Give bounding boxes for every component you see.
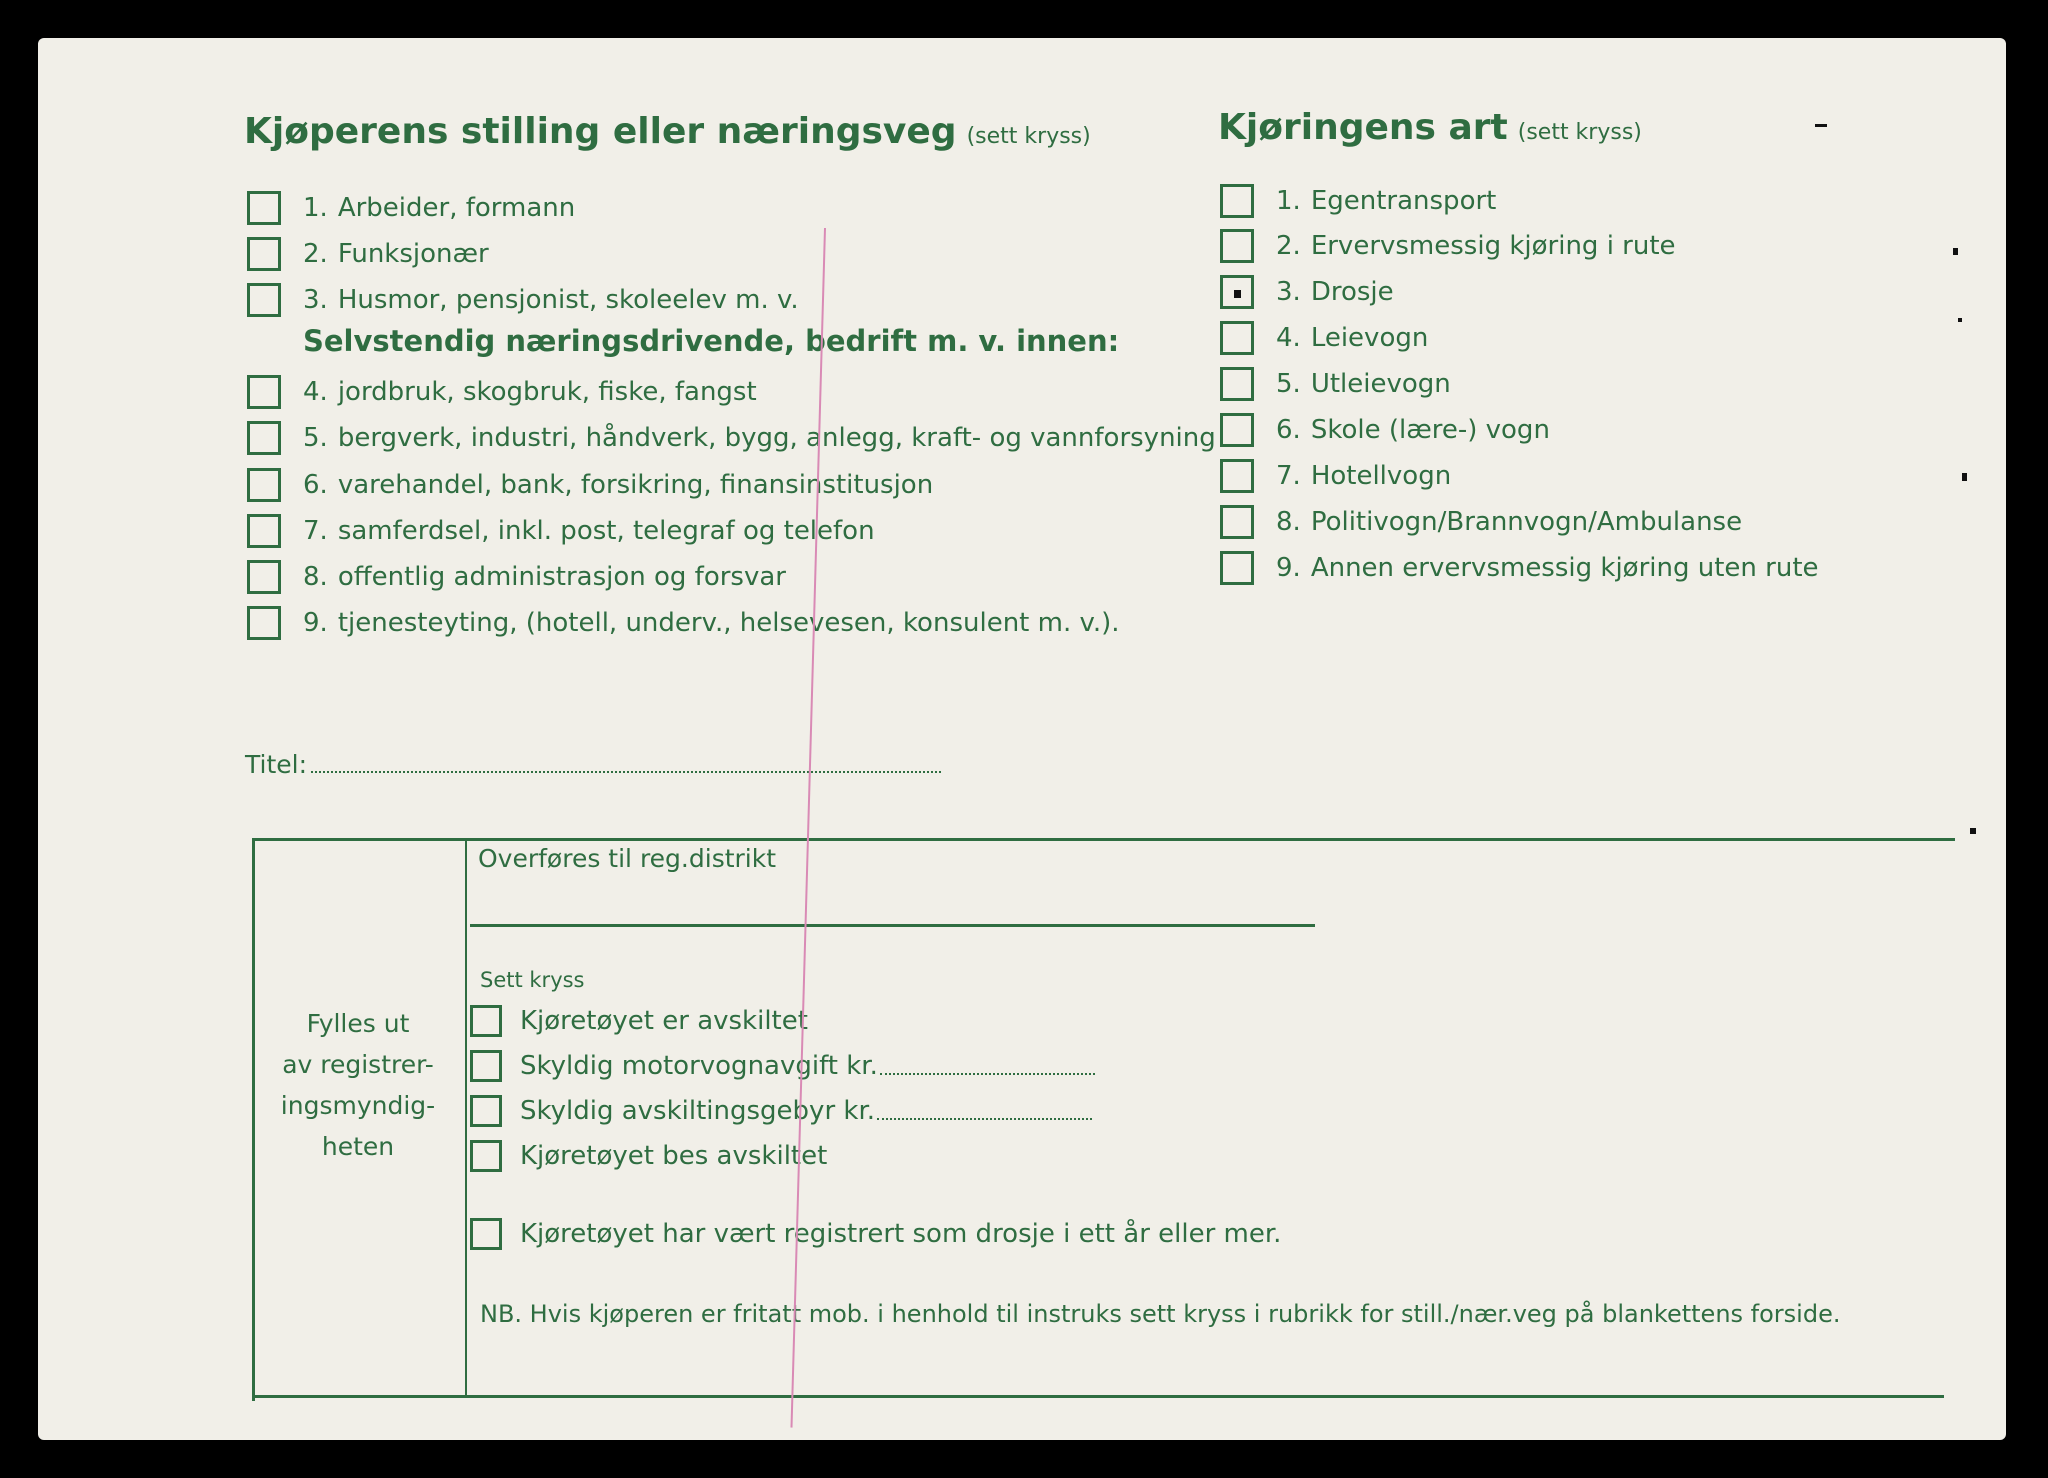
right-item-9[interactable]: 9. Annen ervervsmessig kjøring uten rute — [1220, 548, 1819, 588]
checkbox[interactable] — [247, 237, 281, 271]
right-item-6[interactable]: 6. Skole (lære-) vogn — [1220, 410, 1550, 450]
checkbox[interactable] — [470, 1050, 502, 1082]
right-item-1[interactable]: 1. Egentransport — [1220, 181, 1496, 221]
left-item-4[interactable]: 4. jordbruk, skogbruk, fiske, fangst — [247, 372, 757, 412]
reg-check-avskiltet[interactable]: Kjøretøyet er avskiltet — [470, 1001, 808, 1041]
reg-check-motorvognavgift[interactable]: Skyldig motorvognavgift kr. — [470, 1046, 1095, 1086]
checkbox[interactable] — [247, 283, 281, 317]
left-item-8[interactable]: 8. offentlig administrasjon og forsvar — [247, 557, 786, 597]
transfer-district-label: Overføres til reg.distrikt — [478, 844, 777, 873]
checkbox[interactable] — [1220, 459, 1254, 493]
checkbox[interactable] — [247, 421, 281, 455]
registration-box-divider — [465, 841, 467, 1395]
right-item-4[interactable]: 4. Leievogn — [1220, 318, 1428, 358]
ink-speck — [1953, 248, 1958, 255]
titel-dotted-line — [311, 751, 941, 773]
left-item-7[interactable]: 7. samferdsel, inkl. post, telegraf og telefon — [247, 511, 875, 551]
reg-check-drosje-ett-ar[interactable]: Kjøretøyet har vært registrert som drosje i ett år eller mer. — [470, 1214, 1281, 1254]
checkbox[interactable] — [1220, 184, 1254, 218]
checkbox[interactable] — [470, 1218, 502, 1250]
check-mark-icon — [1234, 290, 1241, 298]
transfer-district-line[interactable] — [470, 924, 1315, 927]
ink-speck — [1962, 473, 1967, 481]
checkbox[interactable] — [1220, 321, 1254, 355]
checkbox[interactable] — [470, 1005, 502, 1037]
checkbox[interactable] — [1220, 413, 1254, 447]
amount-dotted-line[interactable] — [880, 1057, 1095, 1075]
checkbox[interactable] — [470, 1095, 502, 1127]
reg-check-bes-avskiltet[interactable]: Kjøretøyet bes avskiltet — [470, 1136, 827, 1176]
self-employed-subheading: Selvstendig næringsdrivende, bedrift m. v. innen: — [303, 324, 1120, 358]
right-item-2[interactable]: 2. Ervervsmessig kjøring i rute — [1220, 226, 1676, 266]
checkbox[interactable] — [247, 468, 281, 502]
checkbox-checked[interactable] — [1220, 275, 1254, 309]
checkbox[interactable] — [1220, 505, 1254, 539]
reg-check-avskiltingsgebyr[interactable]: Skyldig avskiltingsgebyr kr. — [470, 1091, 1092, 1131]
checkbox[interactable] — [247, 606, 281, 640]
checkbox[interactable] — [247, 514, 281, 548]
checkbox[interactable] — [247, 375, 281, 409]
form-card — [38, 38, 2006, 1440]
nb-note: NB. Hvis kjøperen er fritatt mob. i henhold til instruks sett kryss i rubrikk for still./nær.veg på blankettens forside. — [480, 1300, 1841, 1328]
authority-note: Fylles ut av registrer- ingsmyndig- heten — [280, 1009, 436, 1161]
left-item-9[interactable]: 9. tjenesteyting, (hotell, underv., helsevesen, konsulent m. v.). — [247, 603, 1120, 643]
right-item-5[interactable]: 5. Utleievogn — [1220, 364, 1451, 404]
right-item-7[interactable]: 7. Hotellvogn — [1220, 456, 1451, 496]
ink-speck — [1970, 828, 1976, 834]
right-item-8[interactable]: 8. Politivogn/Brannvogn/Ambulanse — [1220, 502, 1742, 542]
left-item-1[interactable]: 1. Arbeider, formann — [247, 188, 575, 228]
left-item-2[interactable]: 2. Funksjonær — [247, 234, 489, 274]
titel-field[interactable]: Titel: — [245, 750, 941, 779]
checkbox[interactable] — [1220, 551, 1254, 585]
left-item-6[interactable]: 6. varehandel, bank, forsikring, finansinstitusjon — [247, 465, 933, 505]
ink-speck — [1815, 124, 1827, 127]
ink-speck — [1958, 318, 1962, 322]
registration-box-bottom-border — [252, 1395, 1944, 1398]
left-section-title: Kjøperens stilling eller næringsveg (sett kryss) — [244, 111, 1091, 152]
left-item-5[interactable]: 5. bergverk, industri, håndverk, bygg, anlegg, kraft- og vannforsyning — [247, 418, 1216, 458]
right-section-title: Kjøringens art (sett kryss) — [1218, 107, 1642, 148]
sett-kryss-label: Sett kryss — [480, 968, 585, 992]
checkbox[interactable] — [1220, 229, 1254, 263]
amount-dotted-line[interactable] — [877, 1102, 1092, 1120]
right-item-3[interactable]: 3. Drosje — [1220, 272, 1394, 312]
checkbox[interactable] — [247, 560, 281, 594]
left-item-3[interactable]: 3. Husmor, pensjonist, skoleelev m. v. — [247, 280, 799, 320]
checkbox[interactable] — [247, 191, 281, 225]
checkbox[interactable] — [470, 1140, 502, 1172]
checkbox[interactable] — [1220, 367, 1254, 401]
